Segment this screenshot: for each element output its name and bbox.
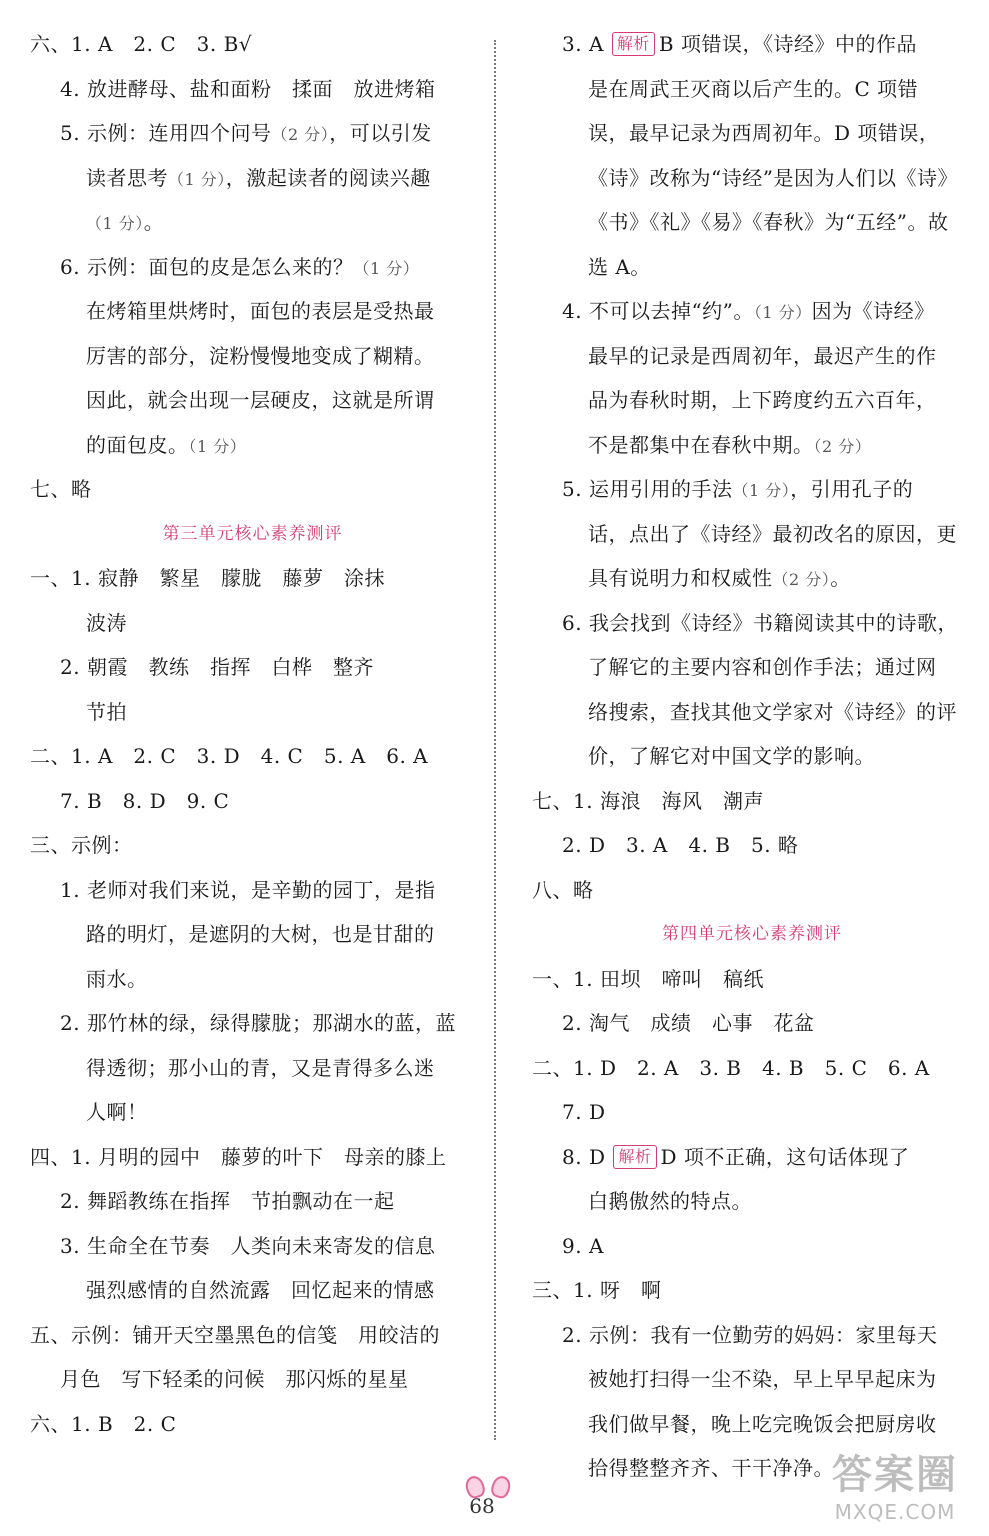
answer-line: 因此，就会出现一层硬皮，这就是所谓 — [86, 388, 435, 412]
answer-line: 二、1. D 2. A 3. B 4. B 5. C 6. A — [532, 1055, 930, 1080]
score-note: （1 分） — [168, 169, 226, 189]
answer-line: 雨水。 — [86, 966, 148, 991]
answer-text: ，引用孔子的 — [790, 477, 914, 501]
answer-line: 价，了解它对中国文学的影响。 — [588, 744, 875, 768]
answer-line: 品为春秋时期，上下跨度约五六百年， — [588, 388, 937, 412]
analysis-tag: 解析 — [612, 32, 655, 56]
answer-line: 2. 那竹林的绿，绿得朦胧；那湖水的蓝，蓝 — [60, 1011, 456, 1035]
answer-line: 4. 放进酵母、盐和面粉 揉面 放进烤箱 — [60, 76, 436, 101]
answer-line: 七、略 — [30, 477, 92, 501]
answer-line: 是在周武王灭商以后产生的。C 项错 — [588, 76, 919, 101]
answer-line: 四、1. 月明的园中 藤萝的叶下 母亲的膝上 — [30, 1144, 447, 1169]
answer-text: ，激起读者的阅读兴趣 — [225, 165, 431, 190]
score-note: （1 分） — [753, 303, 812, 322]
answer-line: 误，最早记录为西周初年。D 项错误， — [588, 121, 940, 145]
answer-line: 被她打扫得一尘不染，早上早早起床为 — [588, 1367, 937, 1391]
watermark-url: MXQE.COM — [834, 1500, 956, 1524]
right-column — [532, 22, 972, 1491]
section-heading: 第四单元核心素养测评 — [662, 924, 842, 944]
answer-line: 二、1. A 2. C 3. D 4. C 5. A 6. A — [30, 744, 429, 768]
answer-line: 五、示例：铺开天空墨黑色的信笺 用皎洁的 — [30, 1322, 440, 1347]
score-note: （2 分） — [271, 125, 330, 144]
answer-text: 5. 示例：连用四个问号 — [60, 121, 272, 145]
answer-line: 得透彻；那小山的青，又是青得多么迷 — [86, 1055, 435, 1080]
answer-line — [532, 22, 972, 67]
answer-line: 3. 生命全在节奏 人类向未来寄发的信息 — [60, 1233, 436, 1258]
answer-text: D 项不正确，这句话体现了 — [660, 1144, 910, 1169]
answer-line: 月色 写下轻柔的问候 那闪烁的星星 — [60, 1367, 409, 1391]
answer-line: 6. 我会找到《诗经》书籍阅读其中的诗歌， — [562, 610, 958, 635]
answer-text: 3. A — [562, 32, 604, 56]
answer-line: 最早的记录是西周初年，最迟产生的作 — [588, 343, 937, 368]
analysis-tag: 解析 — [613, 1145, 656, 1169]
score-note: （1 分） — [732, 481, 791, 500]
answer-text: 5. 运用引用的手法 — [562, 477, 733, 501]
score-note: （2 分） — [772, 570, 831, 589]
score-note: （1 分） — [188, 436, 247, 456]
answer-line: 我们做早餐，晚上吃完晚饭会把厨房收 — [588, 1411, 937, 1436]
column-divider — [494, 40, 496, 1440]
answer-line: 《书》《礼》《易》《春秋》为“五经”。故 — [588, 210, 949, 234]
answer-text: 的面包皮。 — [86, 432, 189, 457]
answer-line: 选 A。 — [588, 254, 651, 279]
answer-line: 1. 老师对我们来说，是辛勤的园丁，是指 — [60, 877, 436, 902]
answer-line — [532, 556, 972, 601]
answer-text: 因为《诗经》 — [811, 299, 935, 323]
answer-line: 了解它的主要内容和创作手法；通过网 — [588, 655, 937, 679]
answer-line: 话，点出了《诗经》最初改名的原因，更 — [588, 521, 957, 546]
answer-line: 2. 舞蹈教练在指挥 节拍飘动在一起 — [60, 1189, 395, 1213]
answer-line — [532, 467, 972, 512]
score-note: （2 分） — [813, 436, 872, 456]
answer-text: 读者思考 — [86, 165, 168, 190]
answer-line — [30, 200, 475, 245]
score-note: （1 分） — [353, 258, 420, 278]
answer-line: 七、1. 海浪 海风 潮声 — [532, 788, 764, 813]
watermark-text: 答案圈 — [832, 1452, 958, 1498]
answer-line: 9. A — [562, 1233, 604, 1258]
answer-line: 一、1. 田坝 啼叫 稿纸 — [532, 966, 764, 991]
answer-line: 2. 淘气 成绩 心事 花盆 — [562, 1011, 815, 1035]
answer-text: 具有说明力和权威性 — [588, 566, 773, 590]
page-number: 68 — [469, 1494, 495, 1518]
answer-line: 八、略 — [532, 877, 594, 902]
answer-line: 三、1. 呀 啊 — [532, 1278, 662, 1302]
score-note: （1 分） — [86, 214, 144, 233]
answer-text: B 项错误，《诗经》中的作品 — [658, 32, 917, 56]
answer-line: 一、1. 寂静 繁星 朦胧 藤萝 涂抹 — [30, 566, 385, 590]
answer-line: 三、示例： — [30, 833, 133, 857]
left-column — [30, 22, 475, 1446]
answer-text: ，可以引发 — [329, 121, 432, 145]
answer-line: 在烤箱里烘烤时，面包的表层是受热最 — [86, 299, 435, 323]
answer-line: 波涛 — [86, 610, 127, 635]
answer-text: 不是都集中在春秋中期。 — [588, 432, 814, 457]
answer-line: 2. 朝霞 教练 指挥 白桦 整齐 — [60, 655, 374, 679]
answer-line: 络搜索，查找其他文学家对《诗经》的评 — [588, 699, 957, 724]
answer-text: 。 — [143, 210, 165, 234]
answer-line — [532, 423, 972, 468]
answer-line: 7. D — [562, 1100, 606, 1124]
section-heading: 第三单元核心素养测评 — [162, 523, 343, 544]
answer-line: 强烈感情的自然流露 回忆起来的情感 — [86, 1278, 435, 1302]
answer-line — [30, 245, 475, 290]
answer-line: 六、1. A 2. C 3. B√ — [30, 32, 253, 56]
watermark-logo — [806, 1452, 984, 1532]
answer-line: 2. 示例：我有一位勤劳的妈妈：家里每天 — [562, 1322, 938, 1347]
answer-line: 拾得整整齐齐、干干净净。 — [588, 1456, 834, 1480]
answer-text: 8. D — [562, 1144, 606, 1169]
answer-line: 人啊！ — [86, 1100, 148, 1124]
answer-line: 厉害的部分，淀粉慢慢地变成了糊精。 — [86, 343, 435, 368]
answer-line — [30, 111, 475, 156]
answer-line: 节拍 — [86, 699, 127, 724]
answer-line — [532, 1135, 972, 1180]
answer-line: 7. B 8. D 9. C — [60, 788, 230, 813]
answer-line — [30, 156, 475, 201]
answer-line: 白鹅傲然的特点。 — [588, 1189, 752, 1213]
answer-line — [30, 423, 475, 468]
answer-line: 路的明灯，是遮阴的大树，也是甘甜的 — [86, 922, 435, 946]
answer-line — [532, 289, 972, 334]
answer-text: 。 — [830, 566, 851, 590]
answer-line: 2. D 3. A 4. B 5. 略 — [562, 833, 799, 857]
answer-line: 《诗》改称为“诗经”是因为人们以《诗》 — [588, 165, 958, 190]
answer-text: 6. 示例：面包的皮是怎么来的？ — [60, 254, 354, 279]
answer-text: 4. 不可以去掉“约”。 — [562, 299, 754, 323]
answer-line: 六、1. B 2. C — [30, 1411, 177, 1436]
